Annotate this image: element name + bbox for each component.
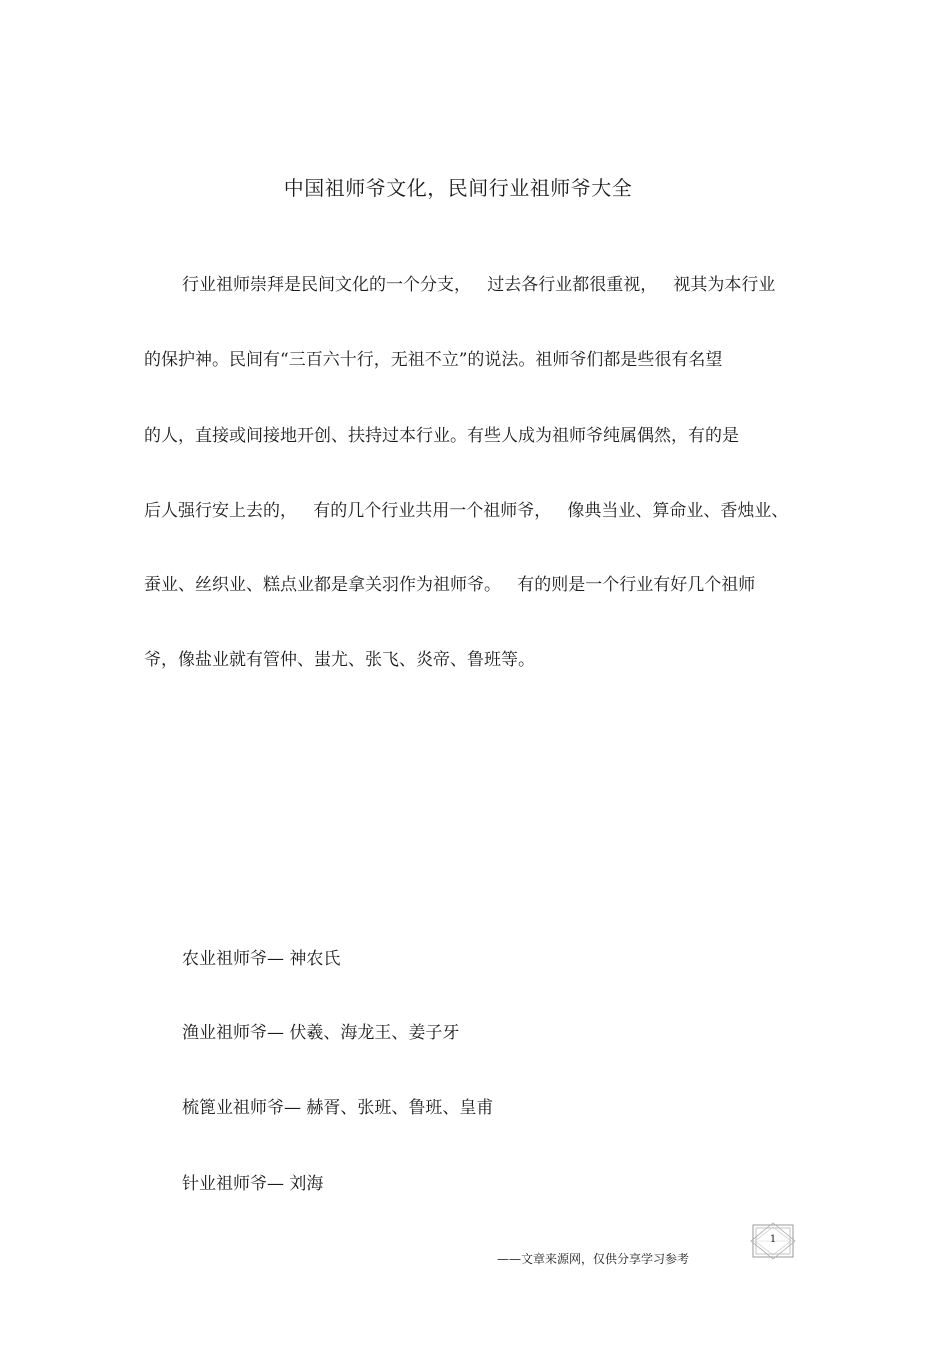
- intro-line: 的保护神。民间有“三百六十行，无祖不立”的说法。祖师爷们都是些很有名望: [144, 350, 723, 370]
- intro-line: 的人，直接或间接地开创、扶持过本行业。有些人成为祖师爷纯属偶然，有的是: [144, 426, 739, 446]
- source-note: ——文章来源网，仅供分享学习参考: [497, 1252, 690, 1266]
- list-item: 针业祖师爷— 刘海: [182, 1174, 324, 1194]
- intro-line: 行业祖师崇拜是民间文化的一个分支， 过去各行业都很重视， 视其为本行业: [182, 275, 776, 295]
- list-item: 农业祖师爷— 神农氏: [182, 949, 341, 969]
- page-number: 1: [769, 1234, 777, 1245]
- page-title: 中国祖师爷文化，民间行业祖师爷大全: [283, 176, 633, 200]
- intro-line: 蚕业、丝织业、糕点业都是拿关羽作为祖师爷。 有的则是一个行业有好几个祖师: [144, 575, 756, 595]
- intro-line: 后人强行安上去的， 有的几个行业共用一个祖师爷， 像典当业、算命业、香烛业、: [144, 501, 789, 521]
- intro-line: 爷，像盐业就有管仲、蚩尤、张飞、炎帝、鲁班等。: [144, 650, 535, 670]
- page-number-badge: [749, 1221, 797, 1261]
- list-item: 梳篦业祖师爷— 赫胥、张班、鲁班、皇甫: [182, 1098, 494, 1118]
- list-item: 渔业祖师爷— 伏羲、海龙王、姜子牙: [182, 1023, 460, 1043]
